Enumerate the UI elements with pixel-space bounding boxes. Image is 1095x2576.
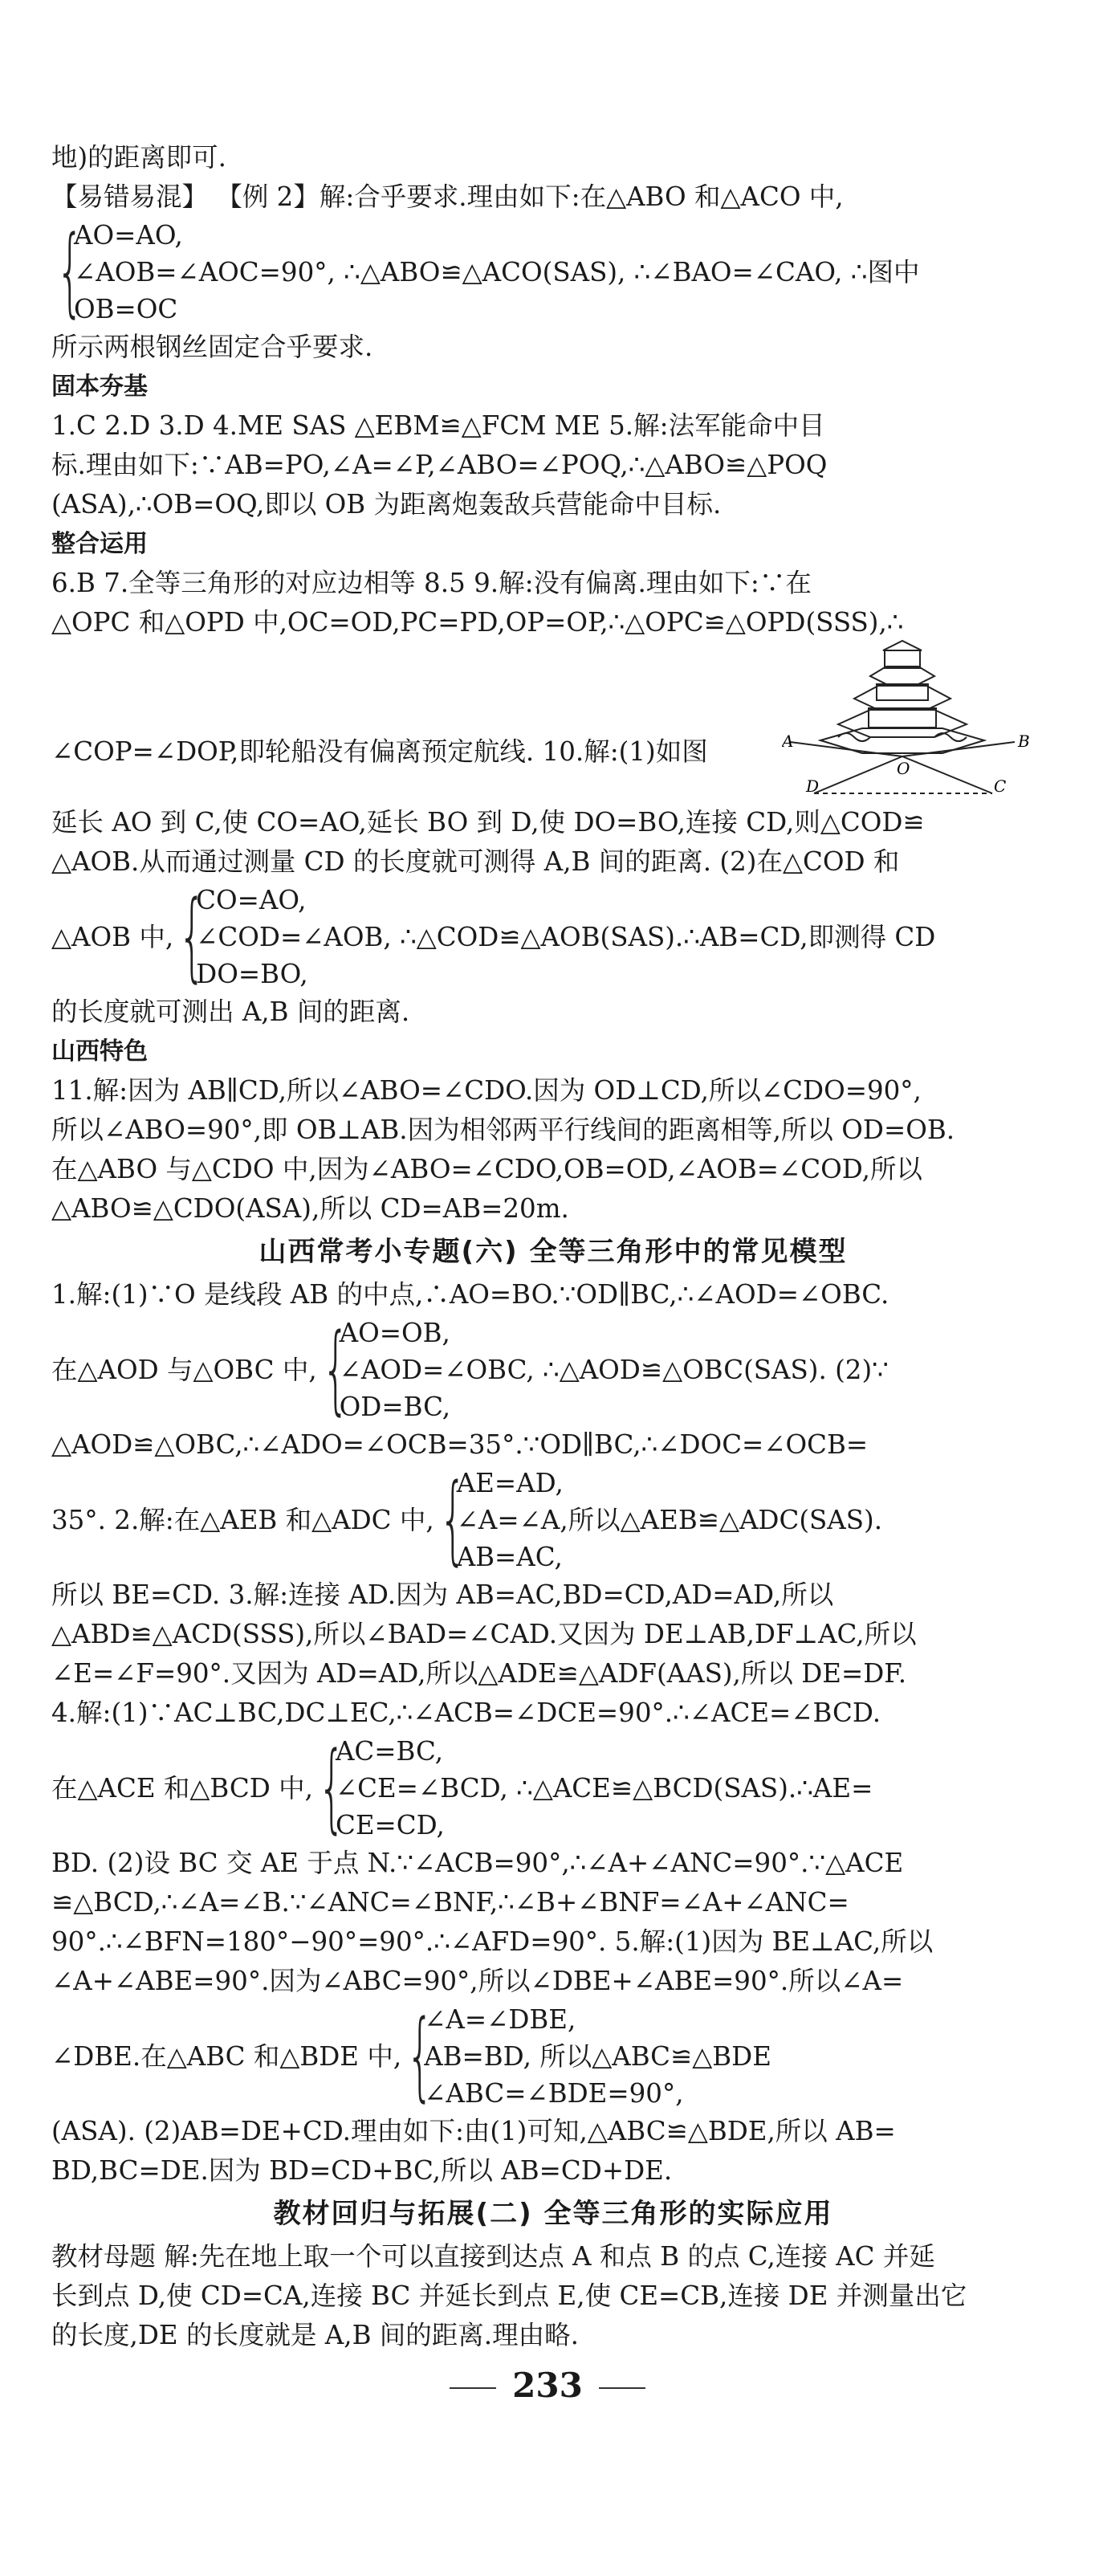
equation-system: [51, 882, 1055, 992]
text-line: 在△ABO 与△CDO 中,因为∠ABO=∠CDO,OB=OD,∠AOB=∠COD,所以: [51, 1154, 923, 1184]
system-row: AE=AD,: [456, 1468, 564, 1498]
text-line: 所以∠ABO=90°,即 OB⊥AB.因为相邻两平行线间的距离相等,所以 OD=OB.: [51, 1115, 955, 1145]
page-number-value: 233: [512, 2366, 583, 2405]
text-line: BD. (2)设 BC 交 AE 于点 N.∵∠ACB=90°,∴∠A+∠ANC=90°.∵△ACE: [51, 1848, 904, 1878]
text-line: 1.解:(1)∵O 是线段 AB 的中点,∴AO=BO.∵OD∥BC,∴∠AOD=∠OBC.: [51, 1279, 889, 1310]
text-line: 延长 AO 到 C,使 CO=AO,延长 BO 到 D,使 DO=BO,连接 CD,则△COD≌: [51, 807, 925, 838]
text-line: 的长度就可测出 A,B 间的距离.: [51, 997, 410, 1027]
point-label-o: O: [897, 759, 910, 778]
left-brace-icon: {: [406, 2000, 434, 2112]
system-prefix: 在△ACE 和△BCD 中,: [51, 1772, 313, 1804]
system-row: ∠AOD=∠OBC, ∴△AOD≌△OBC(SAS). (2)∵: [339, 1355, 889, 1385]
system-row: DO=BO,: [196, 959, 308, 989]
text-line: (ASA). (2)AB=DE+CD.理由如下:由(1)可知,△ABC≌△BDE,所以 AB=: [51, 2116, 896, 2146]
section-heading: 固本夯基: [51, 373, 148, 401]
equation-system: [51, 1465, 1055, 1575]
text-line: 的长度,DE 的长度就是 A,B 间的距离.理由略.: [51, 2320, 579, 2350]
text-line: ∠A+∠ABE=90°.因为∠ABC=90°,所以∠DBE+∠ABE=90°.所以∠A=: [51, 1966, 904, 1996]
system-row: AC=BC,: [335, 1736, 444, 1767]
system-row: AO=OB,: [339, 1318, 450, 1348]
point-label-c: C: [994, 776, 1007, 796]
text-line: 标.理由如下:∵AB=PO,∠A=∠P,∠ABO=∠POQ,∴△ABO≌△POQ: [51, 450, 828, 480]
system-row: AO=AO,: [74, 220, 183, 251]
topic-title: 教材回归与拓展(二) 全等三角形的实际应用: [273, 2198, 833, 2230]
topic-title: 山西常考小专题(六) 全等三角形中的常见模型: [258, 1236, 848, 1268]
section-heading: 山西特色: [51, 1037, 148, 1066]
equation-system: [51, 1314, 1055, 1425]
text-line: 所以 BE=CD. 3.解:连接 AD.因为 AB=AC,BD=CD,AD=AD,所以: [51, 1579, 834, 1610]
text-line: ∠E=∠F=90°.又因为 AD=AD,所以△ADE≌△ADF(AAS),所以 DE=DF.: [51, 1658, 907, 1689]
text-line: 90°.∴∠BFN=180°−90°=90°.∴∠AFD=90°. 5.解:(1)因为 BE⊥AC,所以: [51, 1926, 934, 1957]
left-brace-icon: {: [56, 216, 84, 328]
system-row: ∠ABC=∠BDE=90°,: [424, 2078, 684, 2109]
figure-line: [51, 642, 1055, 803]
text-line: △AOB.从而通过测量 CD 的长度就可测得 A,B 间的距离. (2)在△COD 和: [51, 846, 900, 877]
left-brace-icon: {: [438, 1464, 467, 1575]
page-number: [0, 2366, 1095, 2405]
dash-left: [450, 2387, 496, 2389]
text-line: BD,BC=DE.因为 BD=CD+BC,所以 AB=CD+DE.: [51, 2155, 673, 2186]
pavilion-diagram: [782, 636, 1039, 797]
text-line: 6.B 7.全等三角形的对应边相等 8.5 9.解:没有偏离.理由如下:∵在: [51, 568, 812, 598]
left-brace-icon: {: [318, 1732, 346, 1844]
system-row: ∠A=∠A,所以△AEB≌△ADC(SAS).: [456, 1505, 883, 1535]
text-line: 11.解:因为 AB∥CD,所以∠ABO=∠CDO.因为 OD⊥CD,所以∠CDO=90°,: [51, 1075, 922, 1106]
text-line: (ASA),∴OB=OQ,即以 OB 为距离炮轰敌兵营能命中目标.: [51, 489, 722, 520]
text-line: 4.解:(1)∵AC⊥BC,DC⊥EC,∴∠ACB=∠DCE=90°.∴∠ACE=∠BCD.: [51, 1698, 881, 1728]
text-line: ∠COP=∠DOP,即轮船没有偏离预定航线. 10.解:(1)如图: [51, 736, 708, 767]
point-label-a: A: [782, 732, 794, 751]
system-row: AB=AC,: [456, 1542, 563, 1572]
text-line: 教材母题 解:先在地上取一个可以直接到达点 A 和点 B 的点 C,连接 AC 并延: [51, 2241, 935, 2272]
text-line: 1.C 2.D 3.D 4.ME SAS △EBM≌△FCM ME 5.解:法军能命中目: [51, 410, 825, 441]
left-brace-icon: {: [321, 1314, 350, 1425]
text-line: △OPC 和△OPD 中,OC=OD,PC=PD,OP=OP,∴△OPC≌△OPD(SSS),∴: [51, 607, 904, 638]
system-row: OB=OC: [74, 294, 178, 324]
system-row: ∠COD=∠AOB, ∴△COD≌△AOB(SAS).∴AB=CD,即测得 CD: [196, 922, 936, 952]
system-row: ∠A=∠DBE,: [424, 2004, 576, 2035]
equation-system: [51, 1733, 1055, 1844]
text-line: 【易错易混】 【例 2】解:合乎要求.理由如下:在△ABO 和△ACO 中,: [51, 181, 844, 212]
text-line: △AOD≌△OBC,∴∠ADO=∠OCB=35°.∵OD∥BC,∴∠DOC=∠OCB=: [51, 1429, 869, 1460]
page-body: [51, 138, 1055, 2355]
text-line: △ABD≌△ACD(SSS),所以∠BAD=∠CAD.又因为 DE⊥AB,DF⊥AC,所以: [51, 1619, 917, 1649]
text-line: 长到点 D,使 CD=CA,连接 BC 并延长到点 E,使 CE=CB,连接 DE 并测量出它: [51, 2280, 967, 2311]
system-row: CE=CD,: [335, 1810, 445, 1840]
text-line: ≌△BCD,∴∠A=∠B.∵∠ANC=∠BNF,∴∠B+∠BNF=∠A+∠ANC=: [51, 1887, 849, 1918]
point-label-d: D: [806, 776, 820, 796]
system-row: CO=AO,: [196, 885, 307, 915]
system-row: AB=BD, 所以△ABC≌△BDE: [424, 2041, 771, 2072]
system-prefix: △AOB 中,: [51, 921, 174, 952]
equation-system: [51, 217, 1055, 328]
system-prefix: 35°. 2.解:在△AEB 和△ADC 中,: [51, 1504, 434, 1535]
left-brace-icon: {: [178, 881, 206, 992]
dash-right: [599, 2387, 645, 2389]
system-row: OD=BC,: [339, 1392, 451, 1422]
system-prefix: 在△AOD 与△OBC 中,: [51, 1354, 317, 1385]
system-prefix: ∠DBE.在△ABC 和△BDE 中,: [51, 2040, 402, 2072]
text-line: 所示两根钢丝固定合乎要求.: [51, 332, 373, 362]
point-label-b: B: [1018, 732, 1030, 751]
text-line: △ABO≌△CDO(ASA),所以 CD=AB=20m.: [51, 1193, 569, 1224]
equation-system: [51, 2001, 1055, 2112]
text-line: 地)的距离即可.: [51, 142, 227, 173]
section-heading: 整合运用: [51, 530, 148, 558]
system-row: ∠CE=∠BCD, ∴△ACE≌△BCD(SAS).∴AE=: [335, 1773, 873, 1804]
system-row: ∠AOB=∠AOC=90°, ∴△ABO≌△ACO(SAS), ∴∠BAO=∠CAO, ∴图中: [74, 257, 920, 287]
